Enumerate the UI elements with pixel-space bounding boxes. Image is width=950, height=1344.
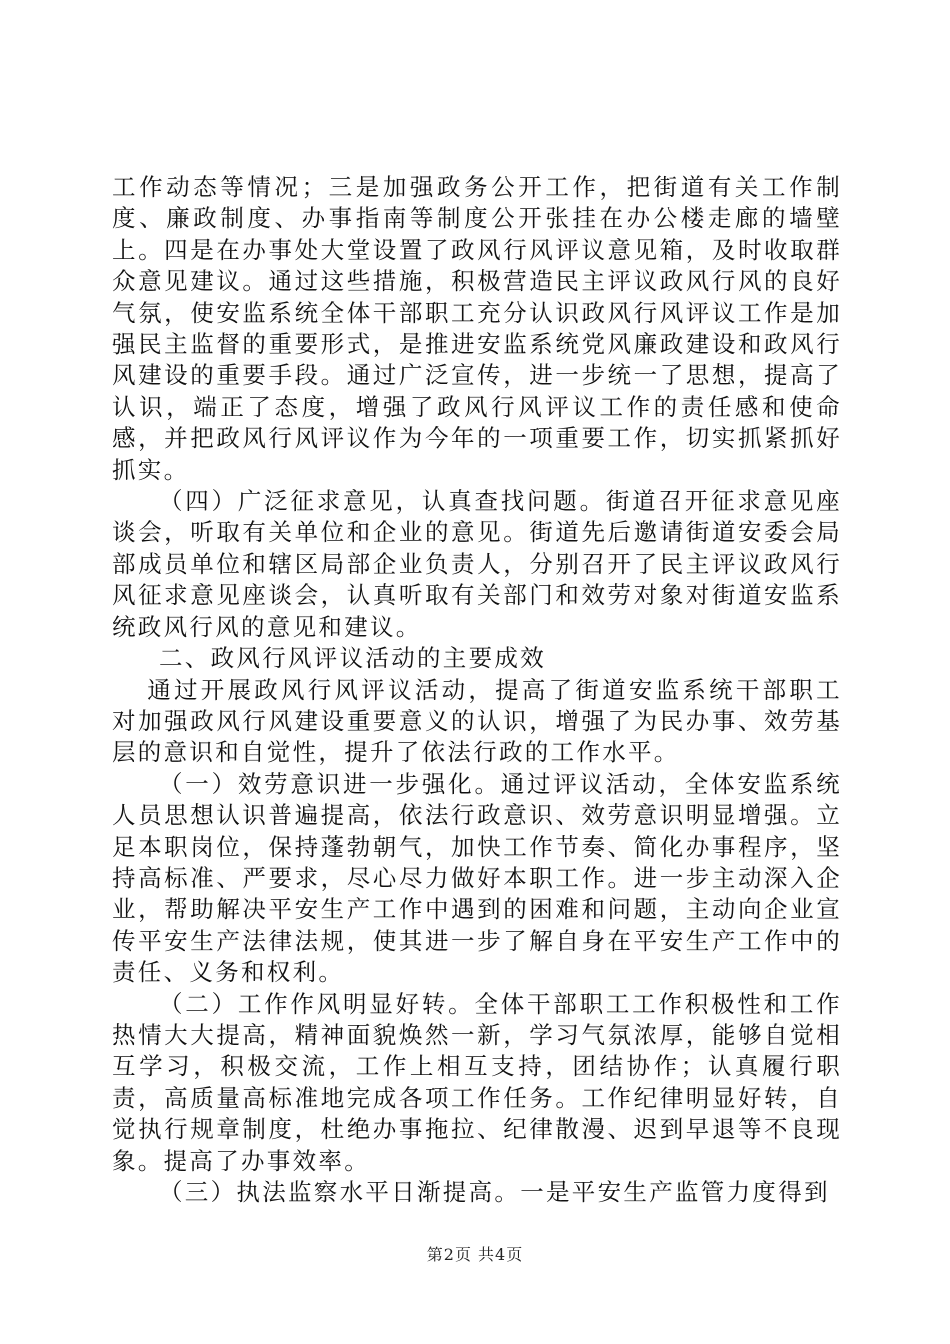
paragraph-section-four: （四）广泛征求意见，认真查找问题。街道召开征求意见座谈会，听取有关单位和企业的意见。街道先后邀请街道安委会局部成员单位和辖区局部企业负责人，分别召开了民主评议政风行风征求意见座谈会，认真听取有关部门和效劳对象对街道安监系统政风行风的意见和建议。: [112, 487, 842, 641]
page-number-footer: 第2页 共4页: [426, 1245, 524, 1264]
paragraph-continuation: 工作动态等情况；三是加强政务公开工作，把街道有关工作制度、廉政制度、办事指南等制度公开张挂在办公楼走廊的墙壁上。四是在办事处大堂设置了政风行风评议意见箱，及时收取群众意见建议。通过这些措施，积极营造民主评议政风行风的良好气氛，使安监系统全体干部职工充分认识政风行风评议工作是加强民主监督的重要形式，是推进安监系统党风廉政建设和政风行风建设的重要手段。通过广泛宣传，进一步统一了思想，提高了认识，端正了态度，增强了政风行风评议工作的责任感和使命感，并把政风行风评议作为今年的一项重要工作，切实抓紧抓好抓实。: [112, 173, 842, 484]
paragraph-work-style: （二）工作作风明显好转。全体干部职工工作积极性和工作热情大大提高，精神面貌焕然一新，学习气氛浓厚，能够自觉相互学习，积极交流，工作上相互支持，团结协作；认真履行职责，高质量高标准地完成各项工作任务。工作纪律明显好转，自觉执行规章制度，杜绝办事拖拉、纪律散漫、迟到早退等不良现象。提高了办事效率。: [112, 989, 842, 1175]
heading-main-results: 二、政风行风评议活动的主要成效: [159, 644, 546, 673]
document-body: [112, 172, 842, 1208]
paragraph-results-intro: 通过开展政风行风评议活动，提高了街道安监系统干部职工对加强政风行风建设重要意义的认识，增强了为民办事、效劳基层的意识和自觉性，提升了依法行政的工作水平。: [112, 675, 842, 767]
paragraph-service-awareness: （一）效劳意识进一步强化。通过评议活动，全体安监系统人员思想认识普遍提高，依法行政意识、效劳意识明显增强。立足本职岗位，保持蓬勃朝气，加快工作节奏、简化办事程序，坚持高标准、严要求，尽心尽力做好本职工作。进一步主动深入企业，帮助解决平安生产工作中遇到的困难和问题，主动向企业宣传平安生产法律法规，使其进一步了解自身在平安生产工作中的责任、义务和权利。: [112, 769, 842, 987]
paragraph-law-enforcement: （三）执法监察水平日渐提高。一是平安生产监管力度得到: [159, 1178, 830, 1206]
